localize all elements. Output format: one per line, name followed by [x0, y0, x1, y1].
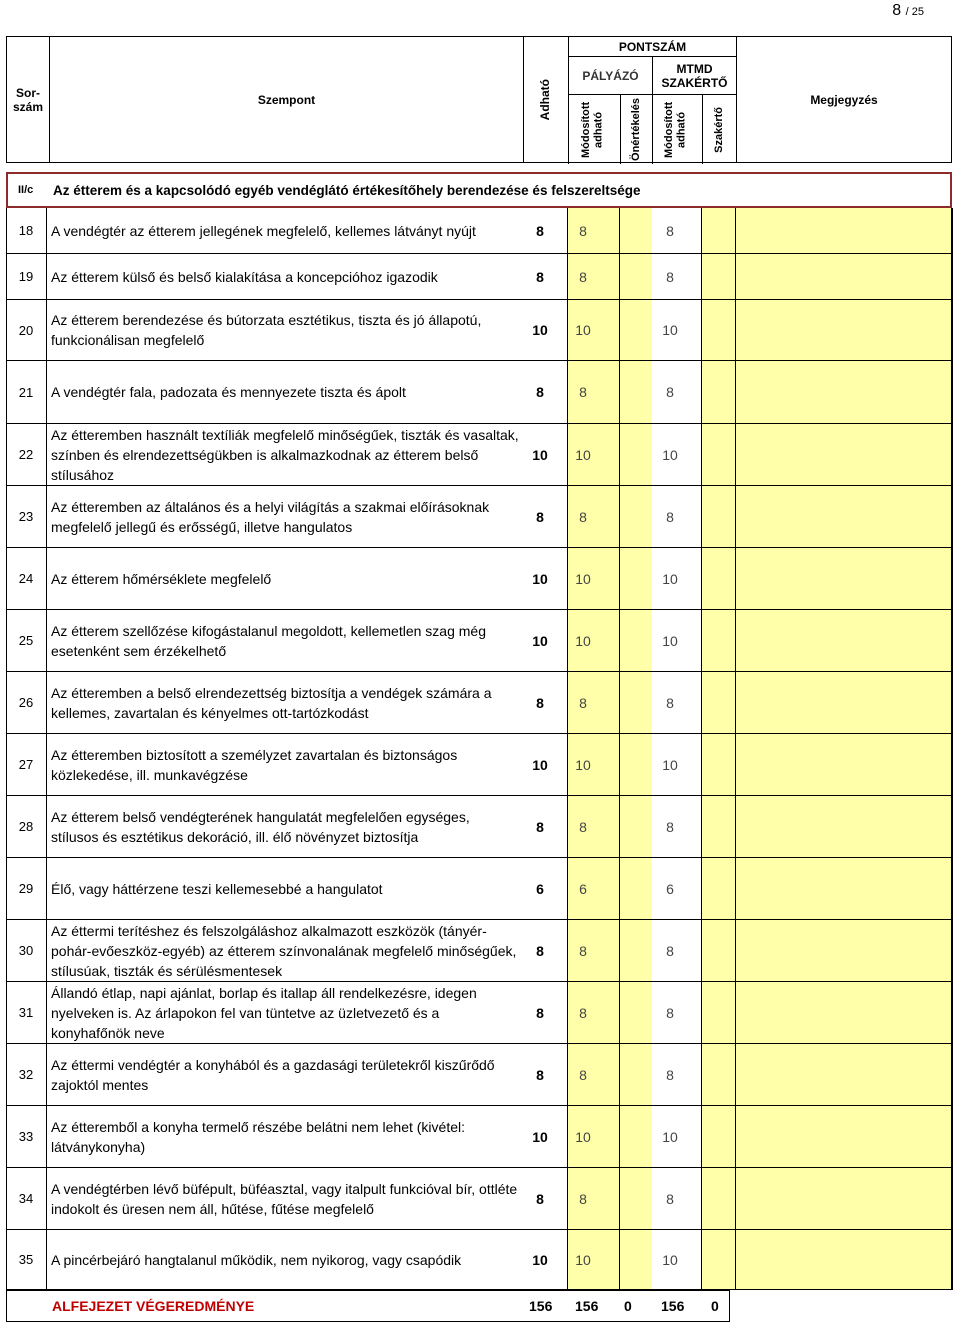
grid-line	[951, 208, 953, 1290]
score-input-cell[interactable]	[701, 208, 736, 253]
header-pontszam: PONTSZÁM	[568, 37, 736, 57]
score-input-cell[interactable]	[619, 920, 652, 981]
criterion-text: Az éttermi terítéshez és felszolgáláshoz alkalmazott eszközök (tányér-pohár-evőeszköz-egyéb) az étterem színvonalának megfelelő minőségűek, stílusúak, tiszták és sérülésmentesek	[51, 922, 517, 979]
modositott-adhato-value: 10	[575, 1128, 591, 1145]
modositott-adhato-value: 8	[579, 384, 587, 400]
adhato-value: 6	[536, 880, 544, 897]
score-input-cell[interactable]	[619, 254, 652, 299]
header-adhato: Adható	[538, 78, 553, 121]
header-mod-adhato-1-cell	[568, 95, 620, 164]
criterion-text: Élő, vagy háttérzene teszi kellemesebbé a hangulatot	[51, 880, 383, 897]
result-modositott-1: 156	[575, 1298, 599, 1314]
score-input-cell[interactable]	[735, 1230, 953, 1289]
score-input-cell[interactable]	[735, 361, 953, 423]
adhato-value: 8	[536, 222, 544, 239]
mtmd-modositott-adhato-value: 10	[662, 1128, 678, 1145]
row-number: 26	[18, 695, 34, 710]
header-palyazo: PÁLYÁZÓ	[568, 57, 652, 95]
score-input-cell[interactable]	[701, 424, 736, 485]
table-row	[6, 734, 952, 796]
criterion-text: Az étteremben biztosított a személyzet zavartalan és biztonságos közlekedése, ill. munkavégzése	[51, 746, 458, 783]
adhato-value: 8	[536, 1004, 544, 1021]
mtmd-modositott-adhato-value: 8	[666, 384, 674, 400]
modositott-adhato-value: 8	[579, 1066, 587, 1083]
header-onertekeles-cell	[620, 95, 652, 164]
score-input-cell[interactable]	[701, 982, 736, 1043]
table-row	[6, 858, 952, 920]
score-input-cell[interactable]	[619, 982, 652, 1043]
score-input-cell[interactable]	[735, 796, 953, 857]
criterion-text: Az étterem hőmérséklete megfelelő	[51, 570, 272, 587]
score-input-cell[interactable]	[735, 734, 953, 795]
score-input-cell[interactable]	[619, 1106, 652, 1167]
section-title-bar	[6, 172, 952, 208]
criterion-text: Az étteremben az általános és a helyi világítás a szakmai előírásoknak megfelelő jellegű és erősségű, illetve hangulatos	[51, 498, 490, 535]
score-input-cell[interactable]	[735, 548, 953, 609]
adhato-value: 8	[536, 694, 544, 711]
table-row	[6, 1044, 952, 1106]
modositott-adhato-value: 8	[579, 1190, 587, 1207]
score-input-cell[interactable]	[619, 1168, 652, 1229]
table-row	[6, 1230, 952, 1290]
adhato-value: 8	[536, 508, 544, 525]
criterion-text: Az étteremben a belső elrendezettség biztosítja a vendégek számára a kellemes, zavartalan és kényelmes ott-tartózkodást	[51, 684, 492, 721]
criterion-text: A pincérbejáró hangtalanul működik, nem nyikorog, vagy csapódik	[51, 1251, 462, 1268]
score-input-cell[interactable]	[701, 672, 736, 733]
score-input-cell[interactable]	[619, 610, 652, 671]
score-input-cell[interactable]	[619, 734, 652, 795]
criterion-text: Az étterem külső és belső kialakítása a koncepcióhoz igazodik	[51, 268, 438, 285]
table-row	[6, 1106, 952, 1168]
mtmd-modositott-adhato-value: 10	[662, 322, 678, 338]
score-input-cell[interactable]	[735, 424, 953, 485]
criterion-text: Az étteremben használt textíliák megfelelő minőségűek, tiszták és vasaltak, színben és elrendezettségükben is alkalmazkodnak az étterem belső stílusához	[51, 426, 519, 483]
mtmd-modositott-adhato-value: 8	[666, 1004, 674, 1021]
score-input-cell[interactable]	[701, 1168, 736, 1229]
score-input-cell[interactable]	[735, 1044, 953, 1105]
adhato-value: 10	[532, 322, 548, 338]
table-row	[6, 486, 952, 548]
score-input-cell[interactable]	[735, 858, 953, 919]
score-input-cell[interactable]	[735, 300, 953, 360]
score-input-cell[interactable]	[619, 300, 652, 360]
mtmd-modositott-adhato-value: 8	[666, 942, 674, 959]
header-mod-adhato-2: Módosított adható	[662, 101, 688, 158]
modositott-adhato-value: 8	[579, 694, 587, 711]
adhato-value: 10	[532, 756, 548, 773]
score-input-cell[interactable]	[735, 672, 953, 733]
criterion-text: A vendégtérben lévő büfépult, büféasztal, vagy italpult funkcióval bír, ottléte indokolt és üresen nem áll, hűtése, fűtése megfelelő	[51, 1180, 518, 1217]
section-title: Az étterem és a kapcsolódó egyéb vendéglátó értékesítőhely berendezése és felszereltsége	[53, 183, 641, 198]
header-szakerto-cell	[702, 95, 736, 164]
grid-line	[46, 208, 47, 1290]
mtmd-modositott-adhato-value: 8	[666, 1066, 674, 1083]
criterion-text: A vendégtér fala, padozata és mennyezete tiszta és ápolt	[51, 384, 406, 400]
modositott-adhato-value: 10	[575, 1251, 591, 1268]
mtmd-modositott-adhato-value: 10	[662, 570, 678, 587]
score-input-cell[interactable]	[735, 920, 953, 981]
result-row	[6, 1290, 730, 1322]
table-row	[6, 300, 952, 361]
modositott-adhato-value: 8	[579, 942, 587, 959]
result-onertekeles: 0	[624, 1298, 632, 1314]
score-input-cell[interactable]	[701, 300, 736, 360]
criterion-text: A vendégtér az étterem jellegének megfelelő, kellemes látványt nyújt	[51, 222, 476, 239]
score-input-cell[interactable]	[619, 796, 652, 857]
criterion-text: Az étterem belső vendégterének hangulatát megfelelően egységes, stílusos és esztétikus dekoráció, ill. élő növényzet biztosítja	[51, 808, 470, 845]
score-input-cell[interactable]	[619, 1230, 652, 1289]
row-number: 18	[18, 223, 34, 238]
modositott-adhato-value: 8	[579, 268, 587, 285]
mtmd-modositott-adhato-value: 10	[662, 446, 678, 463]
adhato-value: 8	[536, 942, 544, 959]
row-number: 23	[18, 509, 34, 524]
modositott-adhato-value: 8	[579, 508, 587, 525]
page-number: 8 / 25	[892, 2, 924, 19]
modositott-adhato-value: 8	[579, 818, 587, 835]
header-sorszam: Sor- szám	[12, 85, 44, 114]
mtmd-modositott-adhato-value: 8	[666, 222, 674, 239]
modositott-adhato-value: 10	[575, 322, 591, 338]
mtmd-modositott-adhato-value: 8	[666, 1190, 674, 1207]
score-input-cell[interactable]	[701, 920, 736, 981]
result-adhato: 156	[529, 1298, 553, 1314]
table-row	[6, 254, 952, 300]
score-input-cell[interactable]	[619, 486, 652, 547]
mtmd-modositott-adhato-value: 8	[666, 694, 674, 711]
mtmd-modositott-adhato-value: 8	[666, 508, 674, 525]
adhato-value: 10	[532, 446, 548, 463]
row-number: 22	[18, 447, 34, 462]
score-input-cell[interactable]	[701, 1044, 736, 1105]
mtmd-modositott-adhato-value: 10	[662, 632, 678, 649]
row-number: 31	[18, 1005, 34, 1020]
criterion-text: Állandó étlap, napi ajánlat, borlap és itallap áll rendelkezésre, idegen nyelveken is. Az árlapokon fel van tüntetve az üzletvezető és a konyhafőnök neve	[51, 984, 477, 1041]
score-input-cell[interactable]	[619, 208, 652, 253]
score-input-cell[interactable]	[701, 734, 736, 795]
adhato-value: 8	[536, 384, 544, 400]
adhato-value: 10	[532, 570, 548, 587]
table-row	[6, 424, 952, 486]
mtmd-modositott-adhato-value: 8	[666, 818, 674, 835]
adhato-value: 10	[532, 632, 548, 649]
score-input-cell[interactable]	[701, 1230, 736, 1289]
table-row	[6, 610, 952, 672]
score-input-cell[interactable]	[701, 858, 736, 919]
score-input-cell[interactable]	[701, 254, 736, 299]
row-number: 19	[18, 269, 34, 284]
score-input-cell[interactable]	[619, 672, 652, 733]
modositott-adhato-value: 8	[579, 1004, 587, 1021]
mtmd-modositott-adhato-value: 8	[666, 268, 674, 285]
table-header	[6, 36, 952, 163]
table-row	[6, 796, 952, 858]
table-row	[6, 208, 952, 254]
criterion-text: Az éttermi vendégtér a konyhából és a gazdasági területekről kiszűrődő zajoktól mentes	[51, 1056, 495, 1093]
score-input-cell[interactable]	[619, 424, 652, 485]
header-szakerto-label: SZAKÉRTŐ	[661, 75, 728, 90]
mtmd-modositott-adhato-value: 10	[662, 1251, 678, 1268]
row-number: 27	[18, 757, 34, 772]
table-row	[6, 548, 952, 610]
score-input-cell[interactable]	[701, 361, 736, 423]
criterion-text: Az étterem szellőzése kifogástalanul megoldott, kellemetlen szag még esetenként sem érzékelhető	[51, 622, 486, 659]
score-input-cell[interactable]	[735, 1106, 953, 1167]
score-input-cell[interactable]	[735, 254, 953, 299]
score-input-cell[interactable]	[619, 548, 652, 609]
result-label: ALFEJEZET VÉGEREDMÉNYE	[52, 1298, 255, 1314]
modositott-adhato-value: 10	[575, 446, 591, 463]
row-number: 24	[18, 571, 34, 586]
modositott-adhato-value: 10	[575, 570, 591, 587]
row-number: 32	[18, 1067, 34, 1082]
table-row	[6, 361, 952, 424]
row-number: 33	[18, 1129, 34, 1144]
result-modositott-2: 156	[661, 1298, 685, 1314]
header-mtmd	[652, 57, 736, 95]
adhato-value: 8	[536, 818, 544, 835]
modositott-adhato-value: 10	[575, 756, 591, 773]
header-mod-adhato-1: Módosított adható	[579, 101, 605, 158]
modositott-adhato-value: 8	[579, 222, 587, 239]
row-number: 30	[18, 943, 34, 958]
row-number: 34	[18, 1191, 34, 1206]
section-code: II/c	[18, 184, 34, 196]
row-number: 20	[18, 322, 34, 338]
score-input-cell[interactable]	[735, 208, 953, 253]
adhato-value: 10	[532, 1128, 548, 1145]
score-input-cell[interactable]	[735, 486, 953, 547]
score-input-cell[interactable]	[701, 796, 736, 857]
header-adhato-cell	[523, 37, 568, 162]
criterion-text: Az étterem berendezése és bútorzata esztétikus, tiszta és jó állapotú, funkcionálisan megfelelő	[51, 312, 482, 348]
grid-line	[6, 208, 7, 1290]
row-number: 29	[18, 881, 34, 896]
adhato-value: 8	[536, 1190, 544, 1207]
adhato-value: 8	[536, 268, 544, 285]
row-number: 25	[18, 633, 34, 648]
score-input-cell[interactable]	[701, 548, 736, 609]
row-number: 21	[18, 384, 34, 400]
adhato-value: 10	[532, 1251, 548, 1268]
table-row	[6, 920, 952, 982]
row-number: 35	[18, 1252, 34, 1267]
mtmd-modositott-adhato-value: 10	[662, 756, 678, 773]
score-input-cell[interactable]	[735, 982, 953, 1043]
header-mtmd-label: MTMD	[676, 61, 713, 76]
row-number: 28	[18, 819, 34, 834]
table-row	[6, 982, 952, 1044]
header-szakerto: Szakértő	[713, 106, 726, 153]
table-row	[6, 672, 952, 734]
score-input-cell[interactable]	[735, 610, 953, 671]
score-input-cell[interactable]	[701, 486, 736, 547]
result-szakerto: 0	[711, 1298, 719, 1314]
adhato-value: 8	[536, 1066, 544, 1083]
score-input-cell[interactable]	[735, 1168, 953, 1229]
header-megjegyzes: Megjegyzés	[736, 37, 951, 162]
header-szempont: Szempont	[49, 37, 523, 162]
mtmd-modositott-adhato-value: 6	[666, 880, 674, 897]
score-input-cell[interactable]	[701, 1106, 736, 1167]
score-input-cell[interactable]	[701, 610, 736, 671]
score-input-cell[interactable]	[619, 858, 652, 919]
modositott-adhato-value: 10	[575, 632, 591, 649]
score-input-cell[interactable]	[619, 1044, 652, 1105]
table-row	[6, 1168, 952, 1230]
score-input-cell[interactable]	[619, 361, 652, 423]
criterion-text: Az étteremből a konyha termelő részébe belátni nem lehet (kivétel: látványkonyha)	[51, 1118, 465, 1155]
modositott-adhato-value: 6	[579, 880, 587, 897]
header-onertekeles: Önértékelés	[630, 98, 643, 161]
header-mod-adhato-2-cell	[652, 95, 702, 164]
